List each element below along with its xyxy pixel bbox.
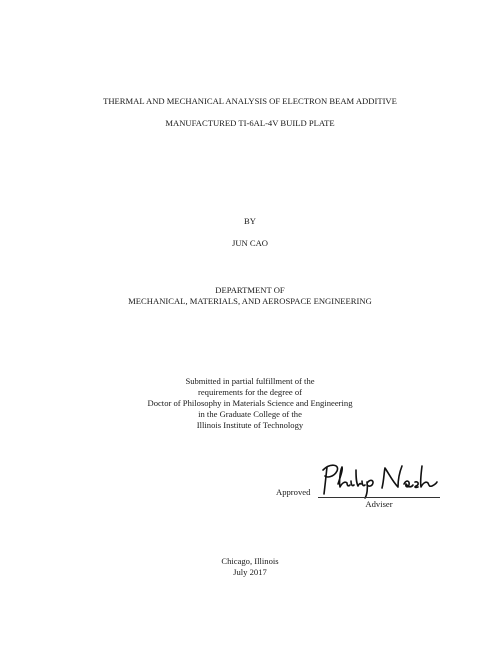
handwritten-signature-icon bbox=[318, 460, 440, 500]
signature-line bbox=[318, 497, 440, 498]
approved-label: Approved bbox=[276, 487, 311, 497]
submission-line-1: Submitted in partial fulfillment of the bbox=[185, 376, 315, 386]
author-name: JUN CAO bbox=[231, 238, 269, 248]
submission-line-3: Doctor of Philosophy in Materials Science and Engineering bbox=[147, 398, 353, 408]
thesis-title-line-1: THERMAL AND MECHANICAL ANALYSIS OF ELECTRON BEAM ADDITIVE bbox=[103, 96, 397, 106]
submission-line-2: requirements for the degree of bbox=[197, 387, 303, 397]
department-heading: DEPARTMENT OF bbox=[215, 285, 285, 295]
submission-date: July 2017 bbox=[233, 567, 267, 577]
thesis-title-line-2: MANUFACTURED TI-6AL-4V BUILD PLATE bbox=[165, 118, 335, 128]
by-label: BY bbox=[244, 216, 256, 226]
submission-line-5: Illinois Institute of Technology bbox=[196, 420, 304, 430]
department-name: MECHANICAL, MATERIALS, AND AEROSPACE ENGINEERING bbox=[128, 296, 372, 306]
location: Chicago, Illinois bbox=[221, 556, 279, 566]
adviser-label: Adviser bbox=[365, 499, 393, 509]
submission-line-4: in the Graduate College of the bbox=[198, 409, 302, 419]
